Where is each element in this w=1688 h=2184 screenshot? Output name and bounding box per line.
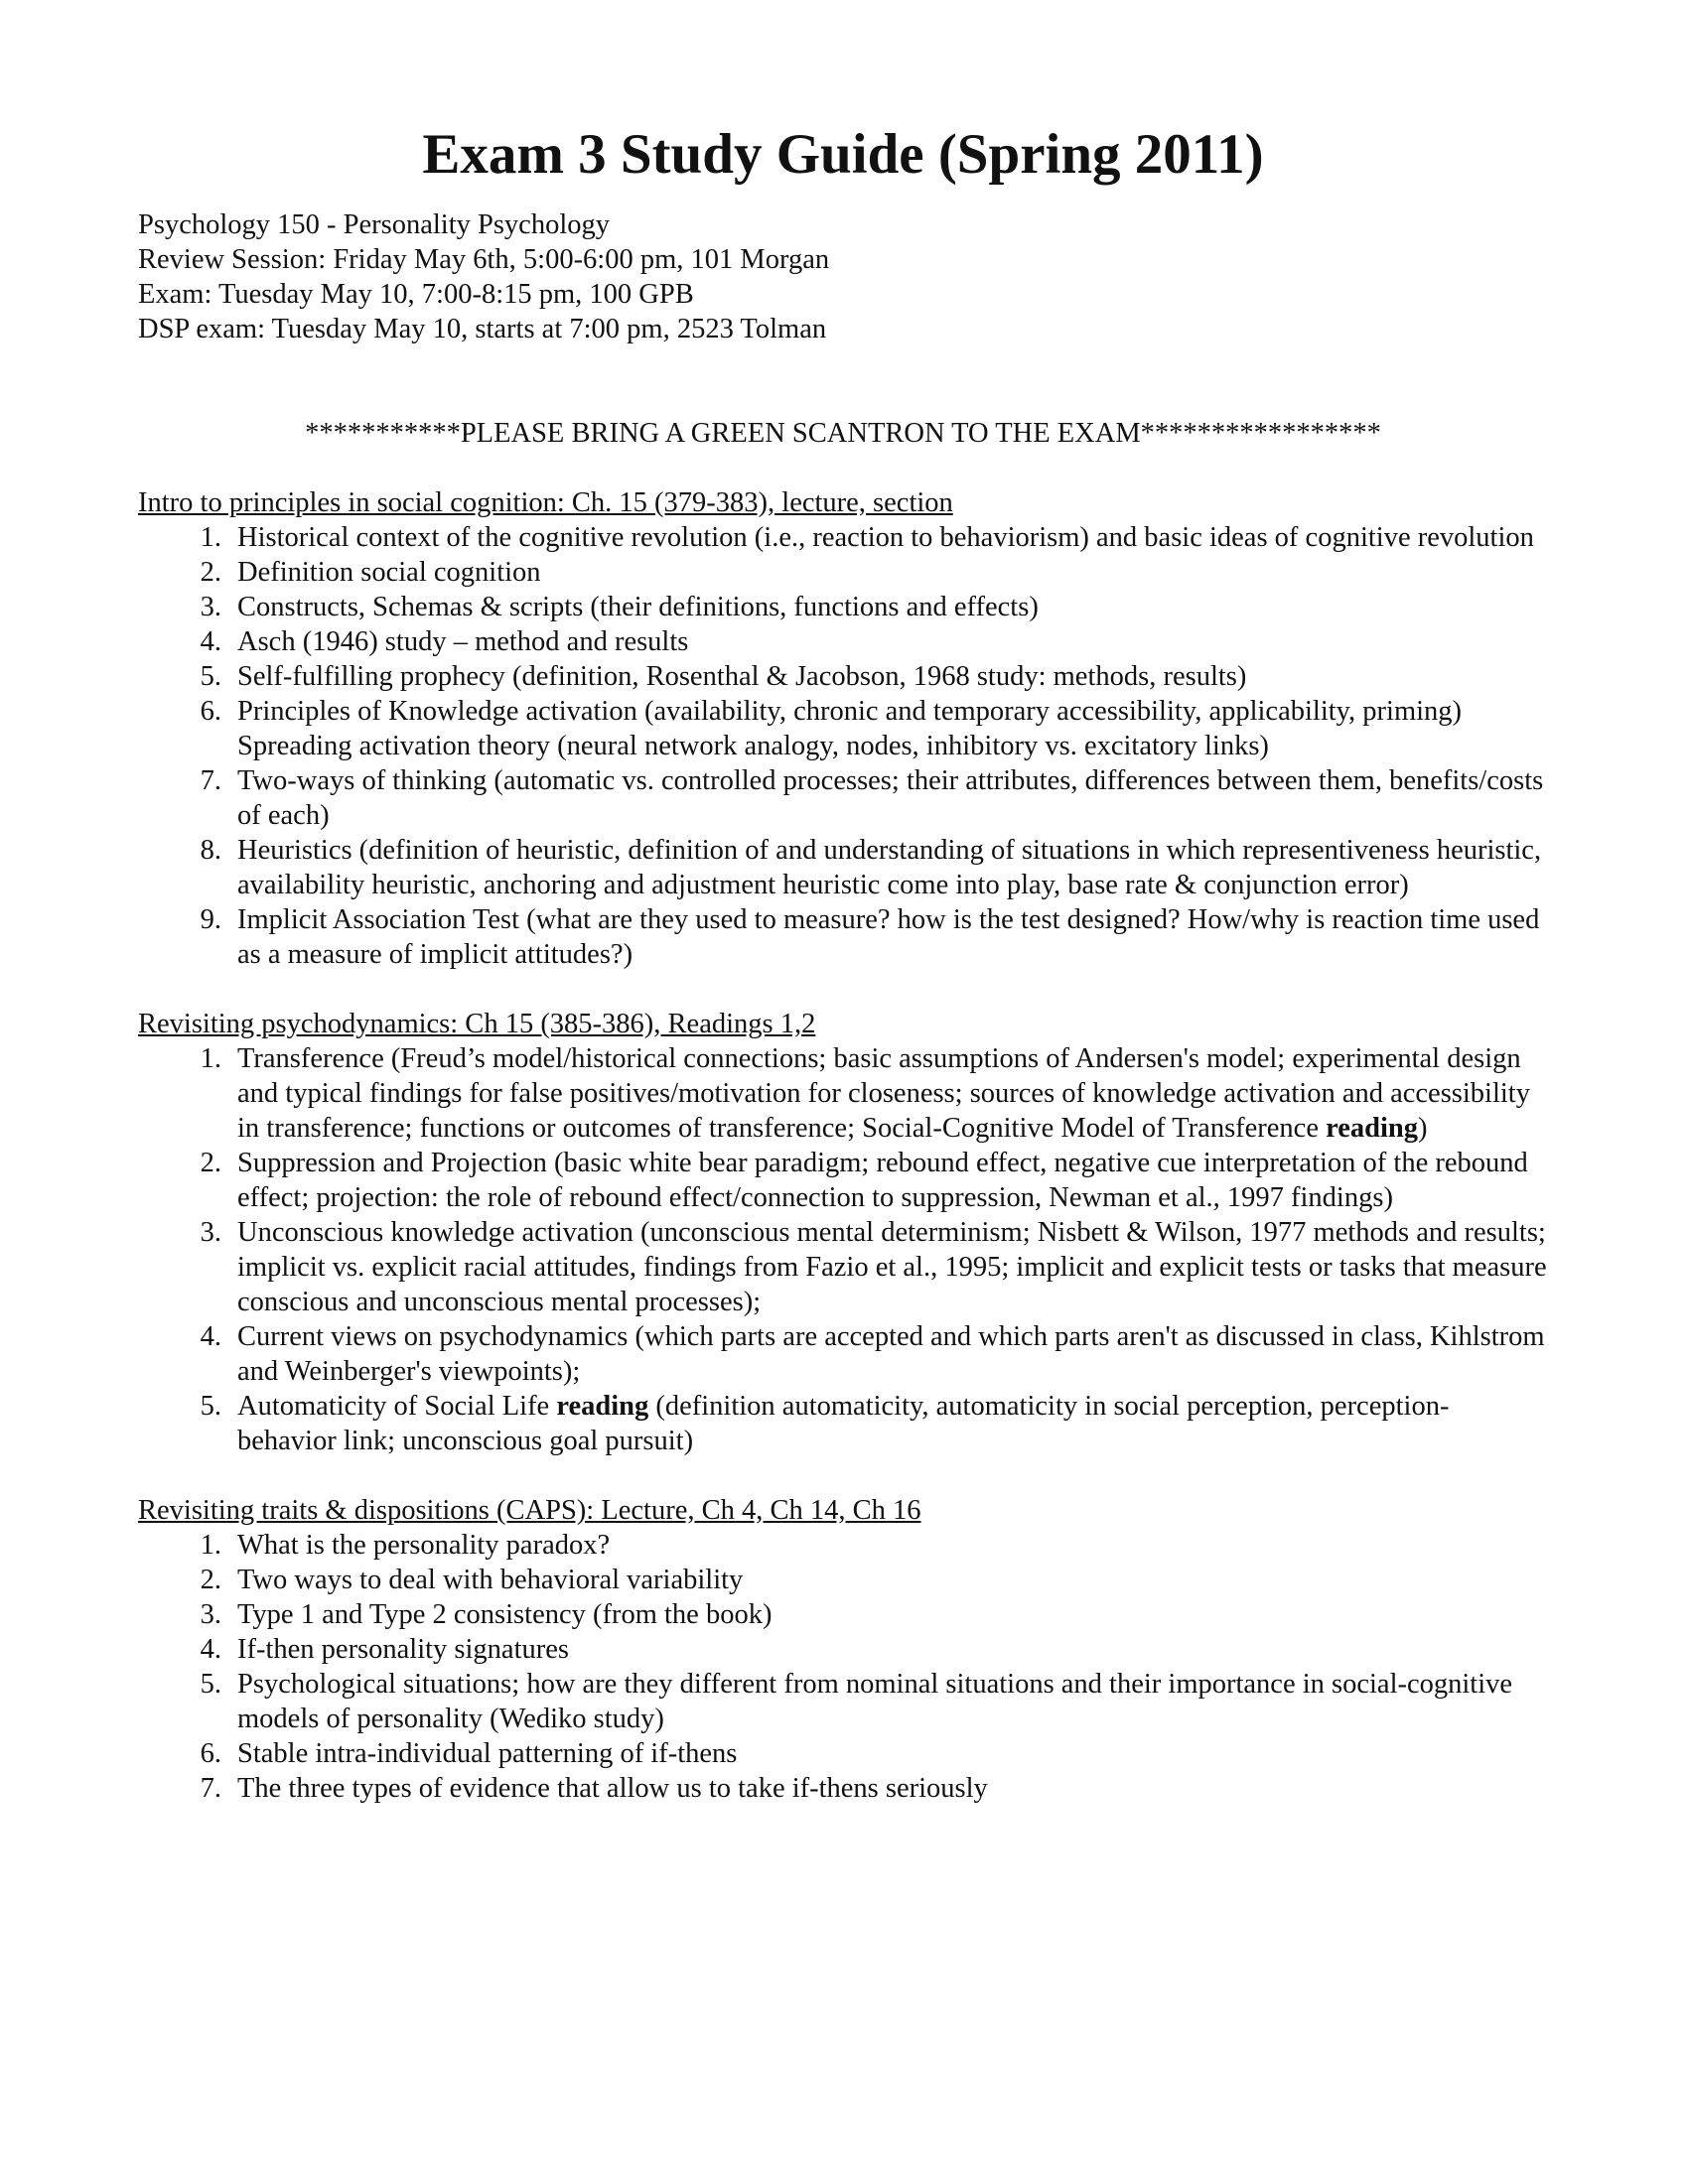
- topic-list: [138, 520, 1548, 972]
- document-title: Exam 3 Study Guide (Spring 2011): [422, 123, 1264, 186]
- item-number: 3.: [200, 592, 221, 622]
- section-traits-caps: [138, 1493, 1548, 1806]
- item-number: 9.: [200, 904, 221, 935]
- item-text: Psychological situations; how are they different from nominal situations and their importance in social-cognitive models of personality (Wediko study): [237, 1669, 1513, 1734]
- section-social-cognition: [138, 485, 1548, 972]
- list-item: [138, 659, 1548, 694]
- item-text: Constructs, Schemas & scripts (their definitions, functions and effects): [237, 592, 1039, 622]
- item-number: 7.: [200, 1773, 221, 1804]
- scantron-notice: ***********PLEASE BRING A GREEN SCANTRON TO THE EXAM*****************: [305, 418, 1381, 449]
- item-number: 4.: [200, 1634, 221, 1665]
- item-text: Current views on psychodynamics (which parts are accepted and which parts aren't as discussed in class, Kihlstrom and Weinberger's viewpoints);: [237, 1321, 1545, 1387]
- item-text: Two-ways of thinking (automatic vs. controlled processes; their attributes, differences between them, benefits/costs of each): [237, 765, 1544, 831]
- list-item: [138, 694, 1548, 763]
- item-number: 4.: [200, 1321, 221, 1352]
- list-item: [138, 1528, 1548, 1563]
- item-bold-text: reading: [556, 1391, 649, 1422]
- list-item: [138, 833, 1548, 902]
- item-text-after: (definition automaticity, automaticity in social perception, perception-behavior link; unconscious goal pursuit): [237, 1391, 1450, 1456]
- item-text: If-then personality signatures: [237, 1634, 569, 1665]
- exam-time: Exam: Tuesday May 10, 7:00-8:15 pm, 100 GPB: [138, 279, 694, 310]
- list-item: [138, 1319, 1548, 1389]
- item-number: 5.: [200, 1669, 221, 1700]
- item-number: 4.: [200, 626, 221, 657]
- item-number: 3.: [200, 1599, 221, 1630]
- item-number: 1.: [200, 1043, 221, 1074]
- item-text: Transference (Freud’s model/historical connections; basic assumptions of Andersen's model; experimental design and typical findings for false positives/motivation for closeness; sources of knowledge activation and accessibility in transference; functions or outcomes of transference; Social-Cognitive Model of Transference: [237, 1043, 1530, 1144]
- section-heading: Revisiting traits & dispositions (CAPS): Lecture, Ch 4, Ch 14, Ch 16: [138, 1495, 921, 1526]
- list-item: [138, 520, 1548, 555]
- item-text: The three types of evidence that allow us to take if-thens seriously: [237, 1773, 988, 1804]
- list-item: [138, 1632, 1548, 1667]
- list-item: [138, 1146, 1548, 1215]
- list-item: [138, 555, 1548, 590]
- list-item: [138, 1389, 1548, 1458]
- item-text: Heuristics (definition of heuristic, definition of and understanding of situations in which representiveness heuristic, availability heuristic, anchoring and adjustment heuristic come into play, base rate & conjunction error): [237, 835, 1542, 900]
- item-number: 2.: [200, 557, 221, 588]
- list-item: [138, 1041, 1548, 1146]
- item-text: Stable intra-individual patterning of if-thens: [237, 1738, 738, 1769]
- item-number: 3.: [200, 1217, 221, 1248]
- list-item: [138, 1667, 1548, 1736]
- item-number: 2.: [200, 1148, 221, 1178]
- list-item: [138, 624, 1548, 659]
- item-text: Two ways to deal with behavioral variability: [237, 1565, 744, 1595]
- item-text: Definition social cognition: [237, 557, 541, 588]
- item-text: Implicit Association Test (what are they used to measure? how is the test designed? How/why is reaction time used as a measure of implicit attitudes?): [237, 904, 1540, 970]
- item-text: Asch (1946) study – method and results: [237, 626, 689, 657]
- section-heading: Intro to principles in social cognition: Ch. 15 (379-383), lecture, section: [138, 487, 953, 518]
- item-text: Principles of Knowledge activation (availability, chronic and temporary accessibility, applicability, priming) Spreading activation theory (neural network analogy, nodes, inhibitory vs. excitatory links): [237, 696, 1463, 761]
- list-item: [138, 1736, 1548, 1771]
- item-number: 7.: [200, 765, 221, 796]
- item-number: 1.: [200, 1530, 221, 1561]
- section-psychodynamics: [138, 1007, 1548, 1458]
- item-text: Unconscious knowledge activation (unconscious mental determinism; Nisbett & Wilson, 1977 methods and results; implicit vs. explicit racial attitudes, findings from Fazio et al., 1995; implicit and explicit tests or tasks that measure conscious and unconscious mental processes);: [237, 1217, 1547, 1317]
- item-number: 6.: [200, 696, 221, 727]
- item-text: Suppression and Projection (basic white bear paradigm; rebound effect, negative cue interpretation of the rebound effect; projection: the role of rebound effect/connection to suppression, Newman et al., 1997 findings): [237, 1148, 1528, 1213]
- list-item: [138, 1597, 1548, 1632]
- topic-list: [138, 1528, 1548, 1806]
- topic-list: [138, 1041, 1548, 1458]
- item-number: 8.: [200, 835, 221, 866]
- item-text: Historical context of the cognitive revolution (i.e., reaction to behaviorism) and basic ideas of cognitive revolution: [237, 522, 1534, 553]
- course-info: [138, 207, 1548, 346]
- list-item: [138, 1215, 1548, 1319]
- item-text: Automaticity of Social Life: [237, 1391, 557, 1422]
- item-text-after: ): [1418, 1113, 1428, 1144]
- dsp-exam-time: DSP exam: Tuesday May 10, starts at 7:00 pm, 2523 Tolman: [138, 314, 827, 344]
- review-session: Review Session: Friday May 6th, 5:00-6:00 pm, 101 Morgan: [138, 244, 830, 275]
- study-guide-page: [138, 123, 1548, 1806]
- item-text: Self-fulfilling prophecy (definition, Rosenthal & Jacobson, 1968 study: methods, results): [237, 661, 1247, 692]
- item-number: 6.: [200, 1738, 221, 1769]
- list-item: [138, 1563, 1548, 1597]
- list-item: [138, 763, 1548, 833]
- list-item: [138, 902, 1548, 972]
- course-name: Psychology 150 - Personality Psychology: [138, 209, 610, 240]
- item-number: 1.: [200, 522, 221, 553]
- item-text: Type 1 and Type 2 consistency (from the book): [237, 1599, 773, 1630]
- list-item: [138, 590, 1548, 624]
- item-text: What is the personality paradox?: [237, 1530, 611, 1561]
- item-number: 5.: [200, 1391, 221, 1422]
- item-number: 2.: [200, 1565, 221, 1595]
- item-number: 5.: [200, 661, 221, 692]
- list-item: [138, 1771, 1548, 1806]
- item-bold-text: reading: [1326, 1113, 1419, 1144]
- section-heading: Revisiting psychodynamics: Ch 15 (385-386), Readings 1,2: [138, 1009, 816, 1039]
